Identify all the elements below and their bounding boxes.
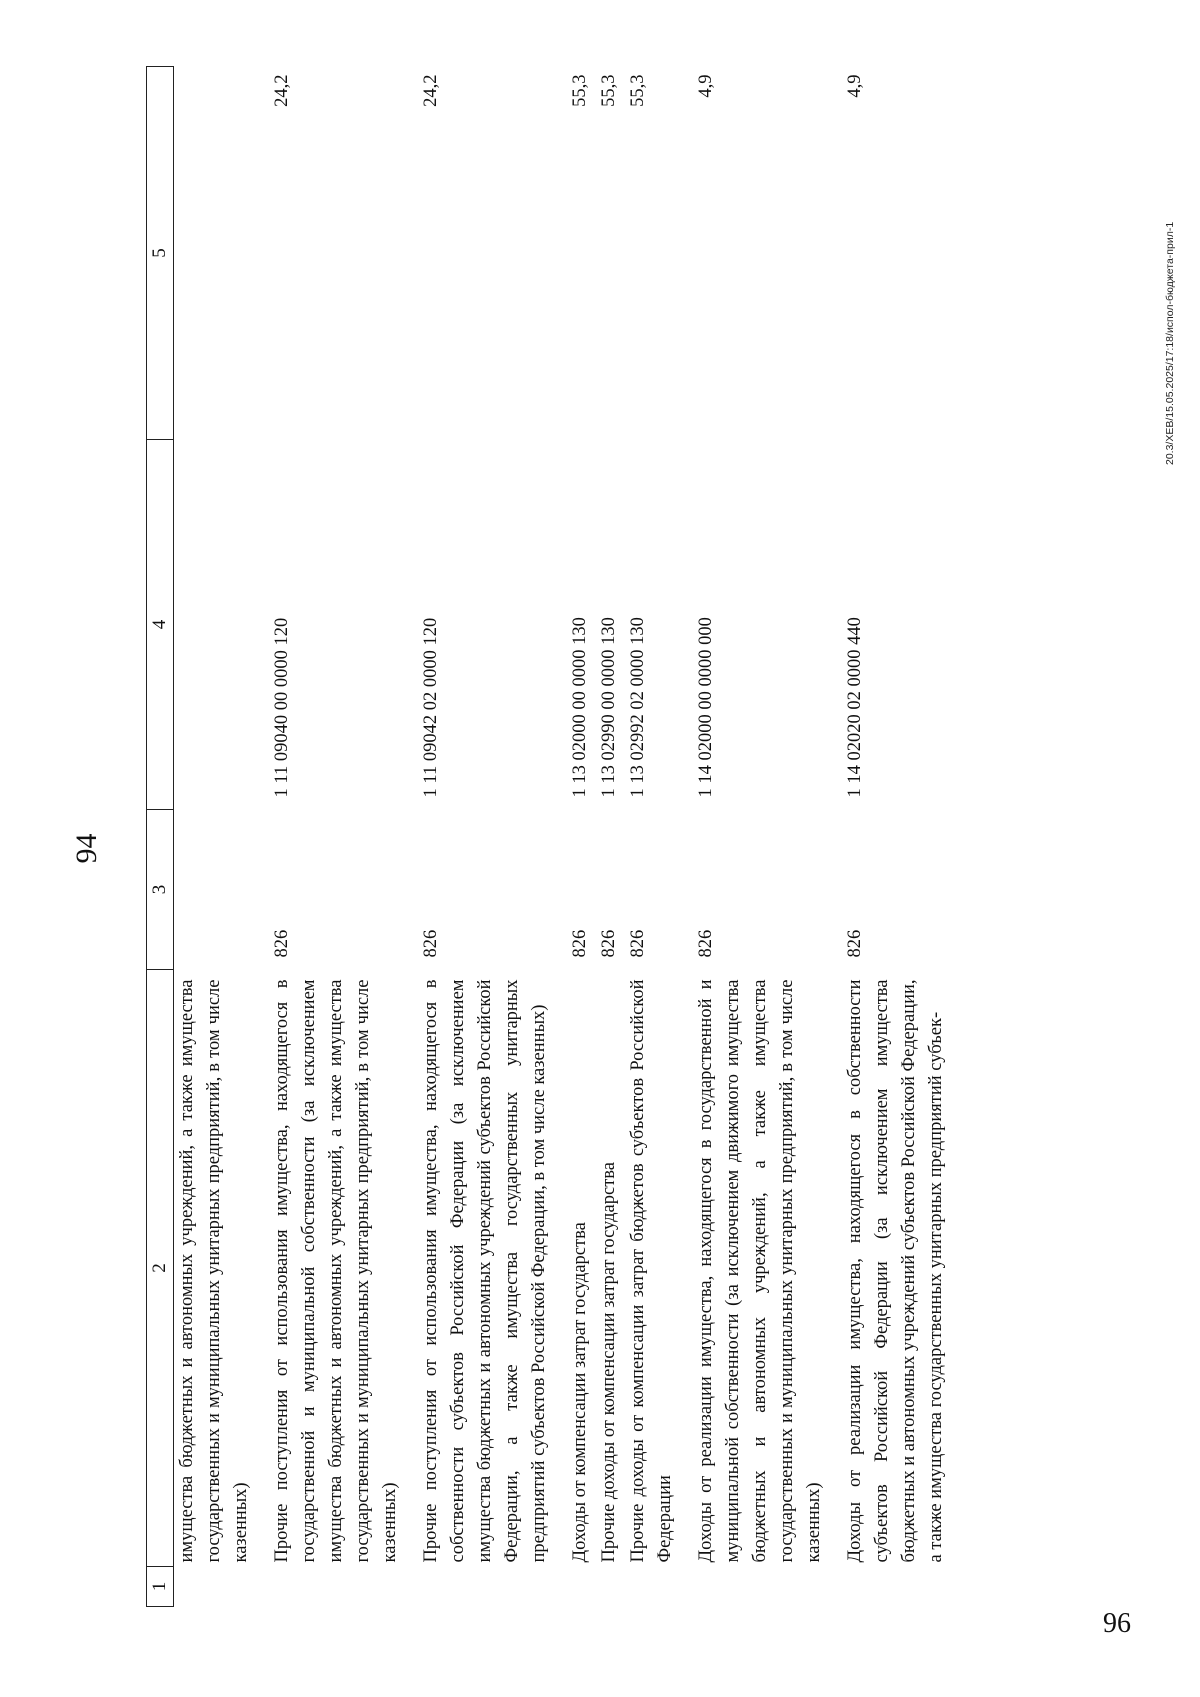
column-number-row — [147, 67, 174, 1607]
budget-classification-code: 1 11 09042 02 0000 120 — [421, 617, 441, 798]
admin-code: 826 — [272, 929, 292, 958]
revenue-name: Прочие доходы от компенсации затрат бюджетов субъектов Российской Федерации — [628, 979, 675, 1563]
budget-classification-code: 1 13 02990 00 0000 130 — [599, 617, 619, 798]
table-row — [269, 67, 418, 1607]
revenue-name: имущества бюджетных и автономных учреждений, а также имущества государственных и муниципальных унитарных предприятий, в том числе казенных) — [177, 979, 251, 1563]
budget-classification-code — [174, 440, 270, 810]
revenue-name: Прочие доходы от компенсации затрат государства — [599, 1161, 619, 1563]
amount: 24,2 — [272, 74, 292, 107]
amount: 55,3 — [628, 74, 648, 107]
table-row — [567, 67, 596, 1607]
revenue-name: Доходы от реализации имущества, находящегося в собственности субъектов Российской Федерации (за исключением имущества бюджетных и автономных учреждений субъектов Российской Федерации, а также имущества государственных унитарных предприятий субъек- — [845, 979, 946, 1563]
amount: 4,9 — [696, 74, 716, 98]
page-header-number: 94 — [70, 833, 103, 864]
table-row — [174, 67, 270, 1607]
amount: 24,2 — [421, 74, 441, 107]
amount: 4,9 — [845, 74, 865, 98]
budget-classification-code: 1 11 09040 00 0000 120 — [272, 617, 292, 798]
revenue-table — [146, 66, 950, 1607]
amount: 55,3 — [599, 74, 619, 107]
table-row — [693, 67, 842, 1607]
column-header: 2 — [147, 970, 174, 1567]
column-header: 4 — [147, 440, 174, 810]
column-header: 1 — [147, 1567, 174, 1607]
admin-code: 826 — [696, 929, 716, 958]
revenue-name: Доходы от компенсации затрат государства — [570, 1222, 590, 1563]
table-row — [418, 67, 567, 1607]
budget-classification-code: 1 13 02000 00 0000 130 — [570, 617, 590, 798]
table-row — [596, 67, 625, 1607]
admin-code: 826 — [628, 929, 648, 958]
admin-code: 826 — [845, 929, 865, 958]
admin-code: 826 — [599, 929, 619, 958]
admin-code: 826 — [570, 929, 590, 958]
table-row — [625, 67, 693, 1607]
amount — [174, 67, 270, 440]
sheet-number: 96 — [1103, 1608, 1131, 1639]
revenue-name: Прочие поступления от использования имущества, находящегося в государственной и муниципальной собственности (за исключением имущества бюджетных и автономных учреждений, а также имущества государственных и муниципальных унитарных предприятий, в том числе казенных) — [272, 979, 400, 1563]
revenue-name: Доходы от реализации имущества, находящегося в государственной и муниципальной собственности (за исключением движимого имущества бюджетных и автономных учреждений, а также имущества государственных и муниципальных унитарных предприятий, в том числе казенных) — [696, 979, 824, 1563]
budget-classification-code: 1 14 02000 00 0000 000 — [696, 617, 716, 798]
amount: 55,3 — [570, 74, 590, 107]
budget-classification-code: 1 13 02992 02 0000 130 — [628, 617, 648, 798]
column-header: 5 — [147, 67, 174, 440]
table-row — [842, 67, 950, 1607]
budget-classification-code: 1 14 02020 02 0000 440 — [845, 617, 865, 798]
admin-code — [174, 810, 270, 970]
column-header: 3 — [147, 810, 174, 970]
document-footer-code: 20.3/ХЕВ/15.05.2025/17:18/испол-бюджета-прил-1 — [1164, 221, 1176, 465]
admin-code: 826 — [421, 929, 441, 958]
revenue-name: Прочие поступления от использования имущества, находящегося в собственности субъектов Российской Федерации (за исключением имущества бюджетных и автономных учреждений субъектов Российской Федерации, а также имущества государственных унитарных предприятий субъектов Российской Федерации, в том числе казенных) — [421, 979, 549, 1563]
